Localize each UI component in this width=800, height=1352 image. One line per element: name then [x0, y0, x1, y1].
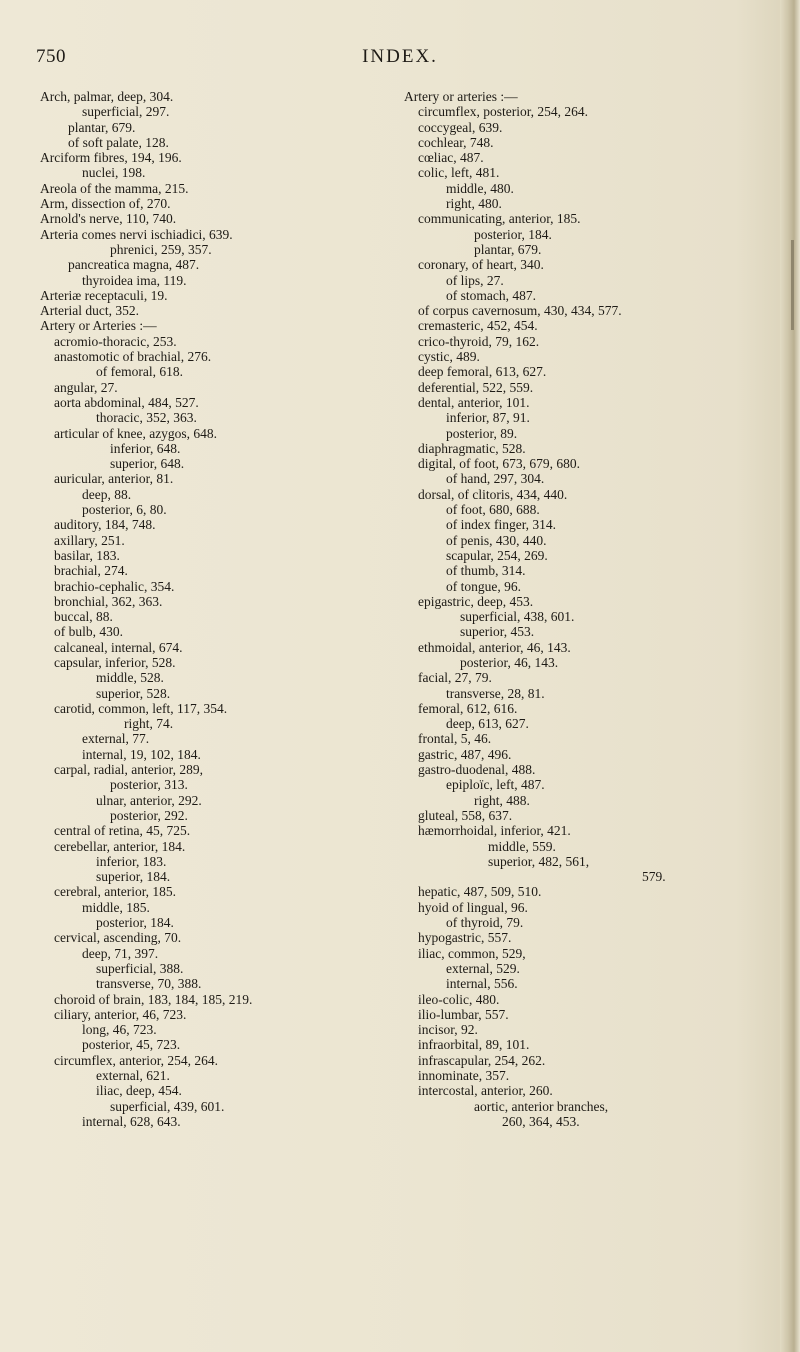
- index-entry: ilio-lumbar, 557.: [418, 1006, 509, 1022]
- index-entry: Arm, dissection of, 270.: [40, 196, 171, 212]
- index-entry: of soft palate, 128.: [68, 134, 169, 150]
- index-entry: of thumb, 314.: [446, 563, 526, 579]
- index-entry: deferential, 522, 559.: [418, 379, 534, 395]
- index-entry: middle, 480.: [446, 180, 514, 196]
- index-entry: innominate, 357.: [418, 1068, 510, 1083]
- index-entry: phrenici, 259, 357.: [110, 241, 212, 257]
- index-entry: coronary, of heart, 340.: [418, 257, 544, 273]
- index-entry: internal, 556.: [446, 976, 518, 992]
- index-entry: hepatic, 487, 509, 510.: [418, 884, 542, 900]
- index-entry: middle, 559.: [488, 838, 556, 854]
- index-entry: thyroidea ima, 119.: [82, 272, 187, 288]
- index-entry: Arch, palmar, deep, 304.: [40, 89, 174, 104]
- index-entry: articular of knee, azygos, 648.: [54, 425, 218, 441]
- index-entry: posterior, 184.: [96, 915, 174, 931]
- index-entry: transverse, 70, 388.: [96, 976, 202, 992]
- index-entry: external, 529.: [446, 960, 520, 976]
- index-entry: carotid, common, left, 117, 354.: [54, 700, 228, 716]
- index-entry: capsular, inferior, 528.: [54, 654, 176, 670]
- index-entry: dorsal, of clitoris, 434, 440.: [418, 486, 568, 502]
- index-entry: epigastric, deep, 453.: [418, 593, 534, 609]
- index-entry: auricular, anterior, 81.: [54, 471, 174, 487]
- index-entry: deep, 88.: [82, 486, 132, 502]
- index-entry: cystic, 489.: [418, 349, 480, 365]
- index-entry: infraorbital, 89, 101.: [418, 1037, 530, 1053]
- index-entry: 579.: [642, 869, 666, 885]
- index-entry: Artery or arteries :—: [404, 89, 518, 104]
- index-entry: of bulb, 430.: [54, 624, 123, 640]
- index-entry: communicating, anterior, 185.: [418, 211, 581, 227]
- index-entry: of hand, 297, 304.: [446, 471, 545, 487]
- index-entry: posterior, 292.: [110, 807, 188, 823]
- index-entry: 260, 364, 453.: [502, 1113, 580, 1129]
- index-entry: ciliary, anterior, 46, 723.: [54, 1006, 187, 1022]
- index-column-left: [40, 89, 400, 1129]
- index-entry: nuclei, 198.: [82, 165, 146, 181]
- index-entry: incisor, 92.: [418, 1022, 478, 1038]
- index-entry: calcaneal, internal, 674.: [54, 639, 183, 655]
- index-entry: circumflex, anterior, 254, 264.: [54, 1052, 219, 1068]
- index-entry: ulnar, anterior, 292.: [96, 792, 202, 808]
- index-entry: angular, 27.: [54, 379, 118, 395]
- index-entry: inferior, 183.: [96, 853, 167, 869]
- index-entry: external, 621.: [96, 1068, 170, 1083]
- index-entry: superficial, 297.: [82, 104, 170, 120]
- index-entry: Arteriæ receptaculi, 19.: [40, 287, 168, 303]
- index-entry: diaphragmatic, 528.: [418, 440, 526, 456]
- index-entry: inferior, 87, 91.: [446, 410, 530, 426]
- index-entry: digital, of foot, 673, 679, 680.: [418, 456, 580, 472]
- index-entry: internal, 19, 102, 184.: [82, 746, 201, 762]
- index-entry: gastro-duodenal, 488.: [418, 762, 536, 778]
- index-entry: coccygeal, 639.: [418, 119, 503, 135]
- index-entry: aorta abdominal, 484, 527.: [54, 394, 199, 410]
- index-entry: ethmoidal, anterior, 46, 143.: [418, 639, 571, 655]
- index-entry: dental, anterior, 101.: [418, 394, 530, 410]
- index-entry: of lips, 27.: [446, 272, 504, 288]
- index-entry: of thyroid, 79.: [446, 915, 524, 931]
- index-entry: middle, 528.: [96, 670, 164, 686]
- index-entry: thoracic, 352, 363.: [96, 410, 197, 426]
- index-entry: posterior, 46, 143.: [460, 654, 559, 670]
- page-edge-mark: [791, 240, 794, 330]
- index-entry: superior, 648.: [110, 456, 185, 472]
- index-entry: choroid of brain, 183, 184, 185, 219.: [54, 991, 253, 1007]
- index-entry: hyoid of lingual, 96.: [418, 899, 528, 915]
- index-entry: of foot, 680, 688.: [446, 502, 540, 518]
- index-entry: scapular, 254, 269.: [446, 547, 548, 563]
- page-header: [0, 46, 800, 70]
- index-entry: hæmorrhoidal, inferior, 421.: [418, 823, 571, 839]
- index-entry: posterior, 89.: [446, 425, 518, 441]
- index-column-right: [404, 89, 776, 1129]
- index-entry: posterior, 313.: [110, 777, 188, 793]
- index-entry: posterior, 6, 80.: [82, 502, 167, 518]
- index-entry: of stomach, 487.: [446, 287, 536, 303]
- index-entry: superior, 453.: [460, 624, 535, 640]
- index-entry: anastomotic of brachial, 276.: [54, 349, 212, 365]
- index-entry: gluteal, 558, 637.: [418, 807, 513, 823]
- index-entry: superficial, 388.: [96, 960, 184, 976]
- index-entry: cochlear, 748.: [418, 134, 494, 150]
- index-entry: bronchial, 362, 363.: [54, 593, 163, 609]
- index-entry: brachial, 274.: [54, 563, 128, 579]
- index-entry: superficial, 438, 601.: [460, 609, 575, 625]
- index-entry: plantar, 679.: [68, 119, 136, 135]
- index-entry: hypogastric, 557.: [418, 930, 512, 946]
- index-entry: external, 77.: [82, 731, 150, 747]
- index-entry: frontal, 5, 46.: [418, 731, 492, 747]
- index-entry: cœliac, 487.: [418, 150, 484, 166]
- index-entry: iliac, common, 529,: [418, 945, 526, 961]
- index-entry: of femoral, 618.: [96, 364, 183, 380]
- index-entry: superior, 528.: [96, 685, 171, 701]
- index-entry: cremasteric, 452, 454.: [418, 318, 538, 334]
- index-entry: middle, 185.: [82, 899, 150, 915]
- index-entry: iliac, deep, 454.: [96, 1083, 182, 1099]
- index-entry: Areola of the mamma, 215.: [40, 180, 189, 196]
- index-entry: infrascapular, 254, 262.: [418, 1052, 546, 1068]
- index-entry: buccal, 88.: [54, 609, 113, 625]
- index-entry: deep femoral, 613, 627.: [418, 364, 547, 380]
- index-entry: right, 480.: [446, 196, 502, 212]
- index-entry: gastric, 487, 496.: [418, 746, 512, 762]
- index-entry: Arterial duct, 352.: [40, 303, 139, 319]
- running-head: INDEX.: [362, 46, 438, 67]
- index-entry: of penis, 430, 440.: [446, 532, 547, 548]
- index-entry: brachio-cephalic, 354.: [54, 578, 175, 594]
- index-entry: Arciform fibres, 194, 196.: [40, 150, 182, 166]
- index-entry: inferior, 648.: [110, 440, 181, 456]
- index-entry: superior, 482, 561,: [488, 853, 590, 869]
- index-entry: right, 74.: [124, 716, 174, 732]
- index-entry: facial, 27, 79.: [418, 670, 492, 686]
- index-entry: Artery or Arteries :—: [40, 318, 157, 334]
- index-entry: circumflex, posterior, 254, 264.: [418, 104, 589, 120]
- index-entry: cerebellar, anterior, 184.: [54, 838, 186, 854]
- index-entry: deep, 613, 627.: [446, 716, 529, 732]
- index-entry: deep, 71, 397.: [82, 945, 159, 961]
- index-entry: basilar, 183.: [54, 547, 120, 563]
- index-entry: superficial, 439, 601.: [110, 1098, 225, 1114]
- index-entry: of tongue, 96.: [446, 578, 521, 594]
- index-entry: crico-thyroid, 79, 162.: [418, 333, 540, 349]
- index-entry: carpal, radial, anterior, 289,: [54, 762, 204, 778]
- index-entry: auditory, 184, 748.: [54, 517, 156, 533]
- index-entry: aortic, anterior branches,: [474, 1098, 609, 1114]
- index-entry: right, 488.: [474, 792, 530, 808]
- index-entry: intercostal, anterior, 260.: [418, 1083, 553, 1099]
- index-entry: internal, 628, 643.: [82, 1113, 181, 1129]
- index-entry: central of retina, 45, 725.: [54, 823, 191, 839]
- index-entry: cervical, ascending, 70.: [54, 930, 182, 946]
- page-number: 750: [36, 46, 66, 67]
- index-entry: epiploïc, left, 487.: [446, 777, 545, 793]
- index-entry: transverse, 28, 81.: [446, 685, 545, 701]
- index-entry: axillary, 251.: [54, 532, 125, 548]
- index-entry: colic, left, 481.: [418, 165, 500, 181]
- index-entry: femoral, 612, 616.: [418, 700, 518, 716]
- index-entry: Arteria comes nervi ischiadici, 639.: [40, 226, 233, 242]
- index-entry: posterior, 184.: [474, 226, 552, 242]
- index-entry: of index finger, 314.: [446, 517, 557, 533]
- index-entry: posterior, 45, 723.: [82, 1037, 181, 1053]
- index-entry: plantar, 679.: [474, 241, 542, 257]
- index-entry: long, 46, 723.: [82, 1022, 157, 1038]
- index-entry: pancreatica magna, 487.: [68, 257, 200, 273]
- index-entry: Arnold's nerve, 110, 740.: [40, 211, 177, 227]
- index-entry: ileo-colic, 480.: [418, 991, 500, 1007]
- index-entry: superior, 184.: [96, 869, 171, 885]
- index-entry: acromio-thoracic, 253.: [54, 333, 177, 349]
- index-entry: of corpus cavernosum, 430, 434, 577.: [418, 303, 622, 319]
- index-entry: cerebral, anterior, 185.: [54, 884, 177, 900]
- page-edge: [780, 0, 800, 1352]
